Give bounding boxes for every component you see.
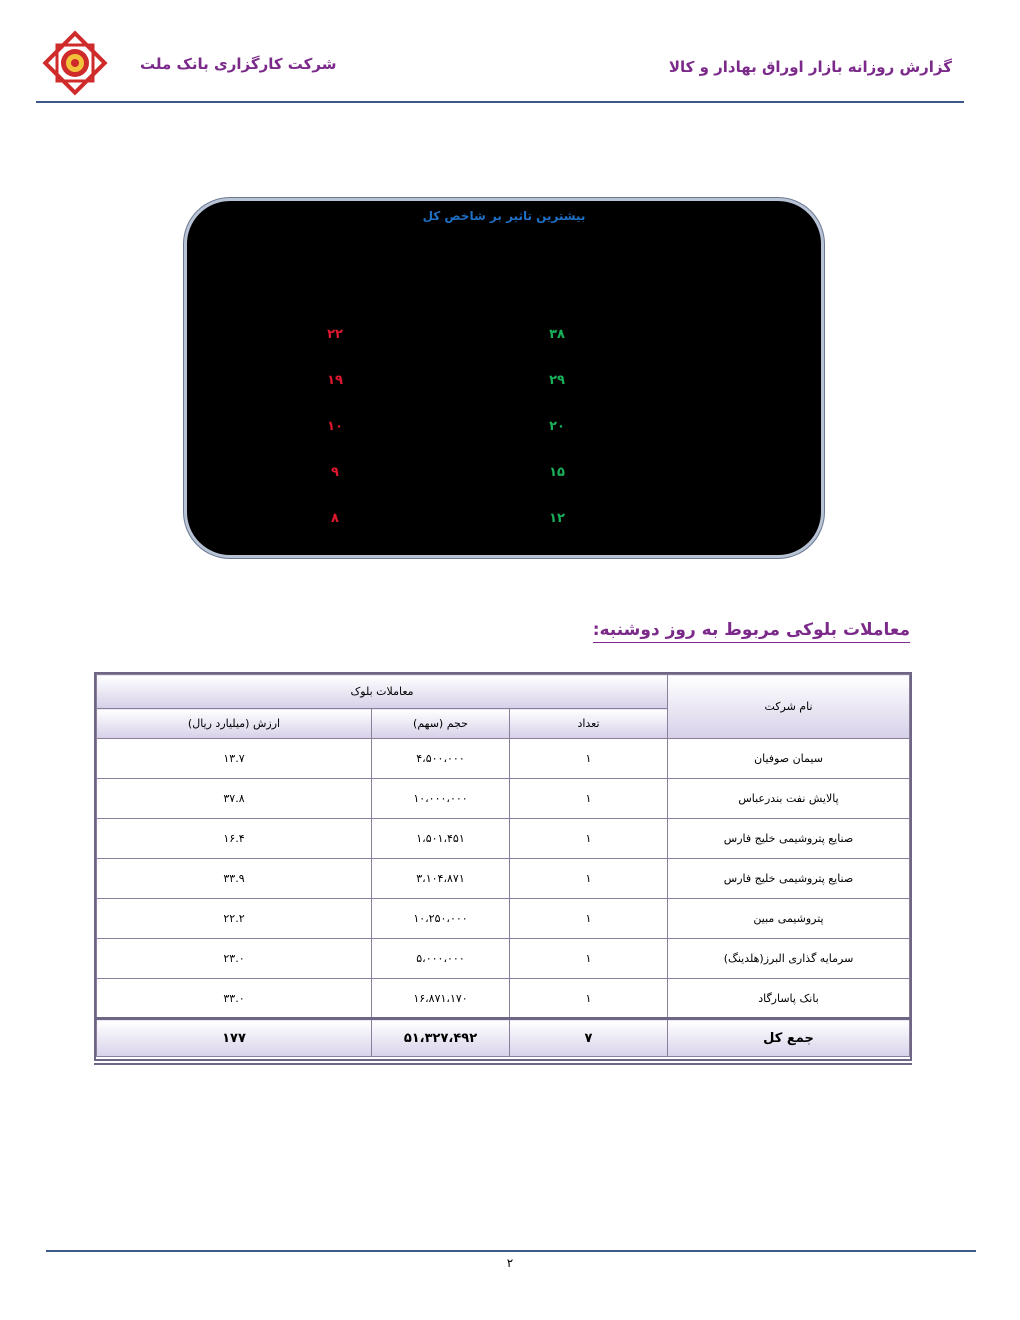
table-row: [97, 739, 910, 779]
cell-company: سیمان صوفیان: [668, 739, 910, 779]
total-label: جمع کل: [668, 1019, 910, 1057]
cell-count: ۱: [510, 779, 668, 819]
bank-mellat-logo: [40, 30, 110, 96]
cell-value: ۲۲.۲: [97, 899, 372, 939]
total-value: ۱۷۷: [97, 1019, 372, 1057]
cell-value: ۳۳.۹: [97, 859, 372, 899]
cell-volume: ۱۶،۸۷۱،۱۷۰: [372, 979, 510, 1019]
cell-value: ۱۶.۴: [97, 819, 372, 859]
cell-volume: ۱۰،۲۵۰،۰۰۰: [372, 899, 510, 939]
cell-company: پالایش نفت بندرعباس: [668, 779, 910, 819]
cell-value: ۱۳.۷: [97, 739, 372, 779]
negative-impact-value: ۱۹: [327, 373, 343, 388]
column-group-header: معاملات بلوک: [97, 675, 668, 709]
positive-impact-value: ۲۹: [549, 373, 565, 388]
footer-divider: [46, 1250, 976, 1252]
cell-volume: ۴،۵۰۰،۰۰۰: [372, 739, 510, 779]
cell-company: پتروشیمی مبین: [668, 899, 910, 939]
cell-value: ۳۷.۸: [97, 779, 372, 819]
cell-company: سرمایه گذاری البرز(هلدینگ): [668, 939, 910, 979]
total-volume: ۵۱،۳۲۷،۴۹۲: [372, 1019, 510, 1057]
cell-count: ۱: [510, 819, 668, 859]
cell-value: ۳۳.۰: [97, 979, 372, 1019]
column-header-count: تعداد: [510, 709, 668, 739]
negative-impact-value: ۹: [331, 465, 339, 480]
company-name: شرکت کارگزاری بانک ملت: [140, 55, 337, 73]
total-count: ۷: [510, 1019, 668, 1057]
column-header-volume: حجم (سهم): [372, 709, 510, 739]
cell-company: صنایع پتروشیمی خلیج فارس: [668, 859, 910, 899]
cell-count: ۱: [510, 979, 668, 1019]
positive-impact-value: ۱۲: [549, 511, 565, 526]
cell-volume: ۵،۰۰۰،۰۰۰: [372, 939, 510, 979]
impact-panel-title: بیشترین تاثیر بر شاخص کل: [422, 209, 586, 223]
table-row: [97, 899, 910, 939]
table-row: [97, 819, 910, 859]
cell-count: ۱: [510, 899, 668, 939]
cell-count: ۱: [510, 939, 668, 979]
block-trades-heading: معاملات بلوکی مربوط به روز دوشنبه:: [593, 620, 910, 643]
table-row: [97, 979, 910, 1019]
cell-volume: ۱،۵۰۱،۴۵۱: [372, 819, 510, 859]
positive-impact-value: ۱۵: [549, 465, 565, 480]
cell-count: ۱: [510, 739, 668, 779]
report-title: گزارش روزانه بازار اوراق بهادار و کالا: [668, 58, 952, 76]
cell-volume: ۱۰،۰۰۰،۰۰۰: [372, 779, 510, 819]
cell-count: ۱: [510, 859, 668, 899]
negative-impact-value: ۸: [331, 511, 339, 526]
index-impact-panel: [184, 198, 824, 558]
cell-volume: ۳،۱۰۴،۸۷۱: [372, 859, 510, 899]
table-row: [97, 779, 910, 819]
negative-impact-value: ۲۲: [327, 327, 343, 342]
table-underline: [94, 1063, 912, 1065]
cell-company: صنایع پتروشیمی خلیج فارس: [668, 819, 910, 859]
page-number: ۲: [506, 1256, 514, 1270]
header-divider: [36, 101, 964, 103]
column-header-value: ارزش (میلیارد ریال): [97, 709, 372, 739]
table-row: [97, 939, 910, 979]
negative-impact-value: ۱۰: [327, 419, 343, 434]
column-header-company: نام شرکت: [668, 675, 910, 739]
block-trades-table: [96, 674, 910, 1057]
cell-value: ۲۳.۰: [97, 939, 372, 979]
positive-impact-value: ۳۸: [549, 327, 565, 342]
table-total-row: [97, 1019, 910, 1057]
cell-company: بانک پاسارگاد: [668, 979, 910, 1019]
table-row: [97, 859, 910, 899]
positive-impact-value: ۲۰: [549, 419, 565, 434]
